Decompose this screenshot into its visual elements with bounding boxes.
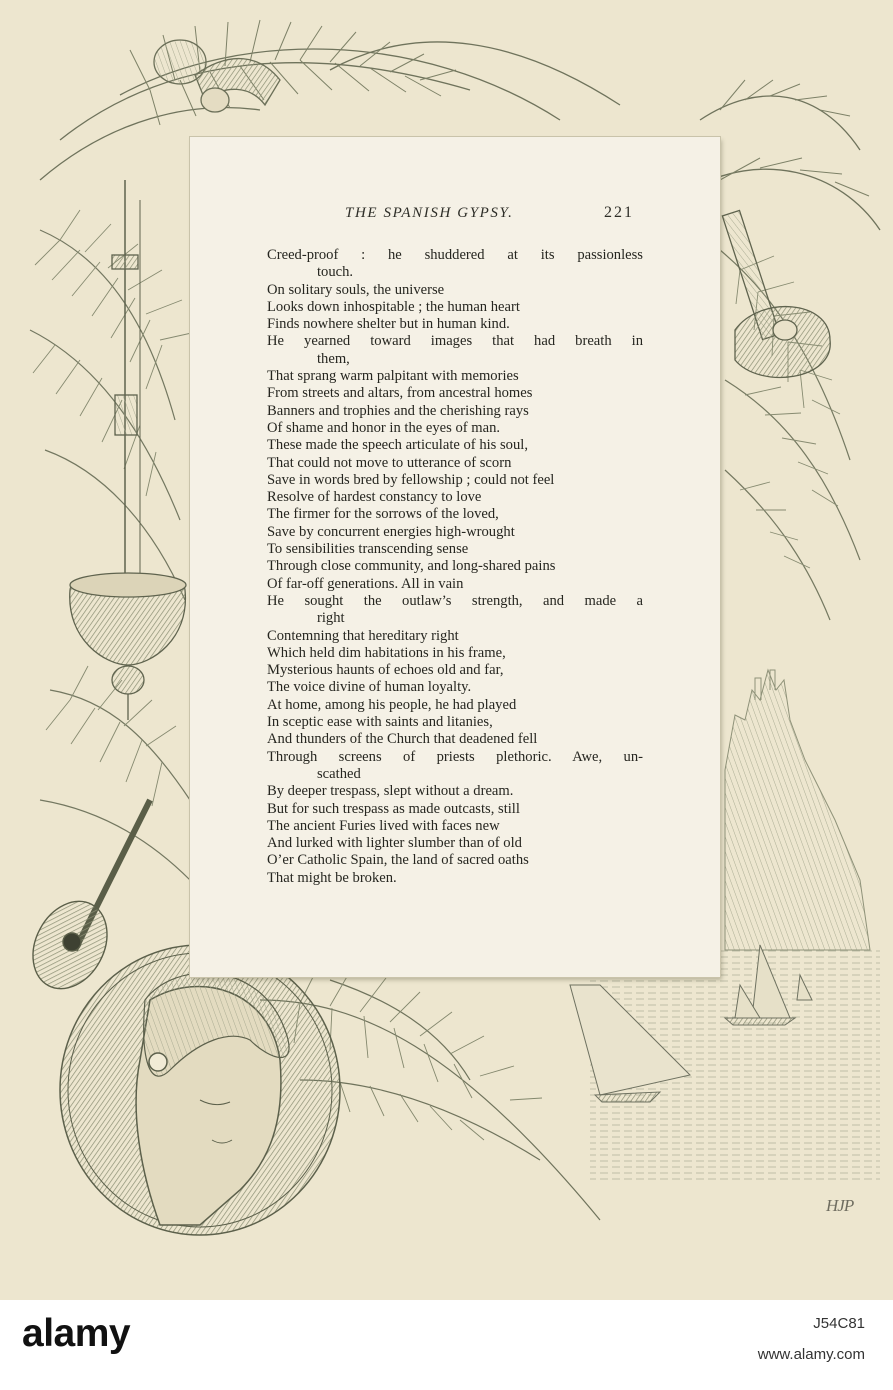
- poem-line: On solitary souls, the universe: [267, 281, 445, 298]
- poem-line: Of far-off generations. All in vain: [267, 575, 464, 592]
- poem-line: Save by concurrent energies high-wrought: [267, 523, 515, 540]
- stock-url: www.alamy.com: [757, 1346, 865, 1363]
- poem-line: scathed: [317, 765, 361, 782]
- poem-text: [267, 247, 643, 887]
- poem-line: The voice divine of human loyalty.: [267, 679, 472, 696]
- poem-line: Looks down inhospitable ; the human heart: [267, 298, 520, 315]
- poem-line: Contemning that hereditary right: [267, 627, 459, 644]
- poem-line: Through close community, and long-shared pains: [267, 558, 556, 575]
- portrait-medallion: [60, 945, 340, 1235]
- poem-line: He sought the outlaw’s strength, and made a: [267, 592, 643, 609]
- poem-line: In sceptic ease with saints and litanies,: [267, 714, 493, 731]
- poem-line: The ancient Furies lived with faces new: [267, 817, 500, 834]
- page-number: 221: [604, 204, 634, 221]
- palm-fronds-right: [720, 250, 860, 620]
- poem-line: Through screens of priests plethoric. Awe, un-: [267, 748, 643, 765]
- poem-line: That could not move to utterance of scorn: [267, 454, 512, 471]
- poem-line: By deeper trespass, slept without a dream.: [267, 783, 514, 800]
- poem-line: Creed-proof : he shuddered at its passionless: [267, 247, 643, 263]
- poem-line: Resolve of hardest constancy to love: [267, 489, 482, 506]
- poem-line: Of shame and honor in the eyes of man.: [267, 419, 501, 436]
- poem-line: At home, among his people, he had played: [267, 696, 517, 713]
- artist-monogram: HJP: [826, 1196, 854, 1215]
- poem-line: But for such trespass as made outcasts, still: [267, 800, 520, 817]
- running-head: [190, 205, 720, 227]
- stock-image-id: J54C81: [813, 1315, 865, 1332]
- poem-line: touch.: [317, 264, 354, 281]
- poem-line: He yearned toward images that had breath in: [267, 333, 643, 350]
- palm-fronds-left: [30, 230, 190, 880]
- running-title: THE SPANISH GYPSY.: [345, 205, 514, 221]
- poem-line: Banners and trophies and the cherishing rays: [267, 402, 529, 419]
- castle-hill: [725, 670, 870, 950]
- poem-line: That might be broken.: [267, 869, 397, 886]
- poem-line: And thunders of the Church that deadened fell: [267, 731, 538, 748]
- guitar: [722, 210, 830, 377]
- poem-line: From streets and altars, from ancestral homes: [267, 385, 533, 402]
- poem-line: Save in words bred by fellowship ; could not feel: [267, 471, 555, 488]
- stock-footer: [0, 1300, 893, 1390]
- text-panel: [190, 137, 720, 977]
- stock-logo: alamy: [22, 1312, 131, 1355]
- poem-line: Which held dim habitations in his frame,: [267, 644, 506, 661]
- poem-line: O’er Catholic Spain, the land of sacred oaths: [267, 852, 529, 869]
- poem-line: Mysterious haunts of echoes old and far,: [267, 662, 504, 679]
- poem-line: That sprang warm palpitant with memories: [267, 368, 519, 385]
- poem-line: The firmer for the sorrows of the loved,: [267, 506, 499, 523]
- poem-line: right: [317, 610, 345, 627]
- hanging-lamp: [70, 180, 186, 720]
- poem-line: Finds nowhere shelter but in human kind.: [267, 316, 510, 333]
- poem-line: These made the speech articulate of his soul,: [267, 437, 528, 454]
- poem-line: them,: [317, 350, 350, 367]
- poem-line: To sensibilities transcending sense: [267, 541, 469, 558]
- poem-line: And lurked with lighter slumber than of old: [267, 835, 522, 852]
- ribbon-scroll: [154, 40, 280, 112]
